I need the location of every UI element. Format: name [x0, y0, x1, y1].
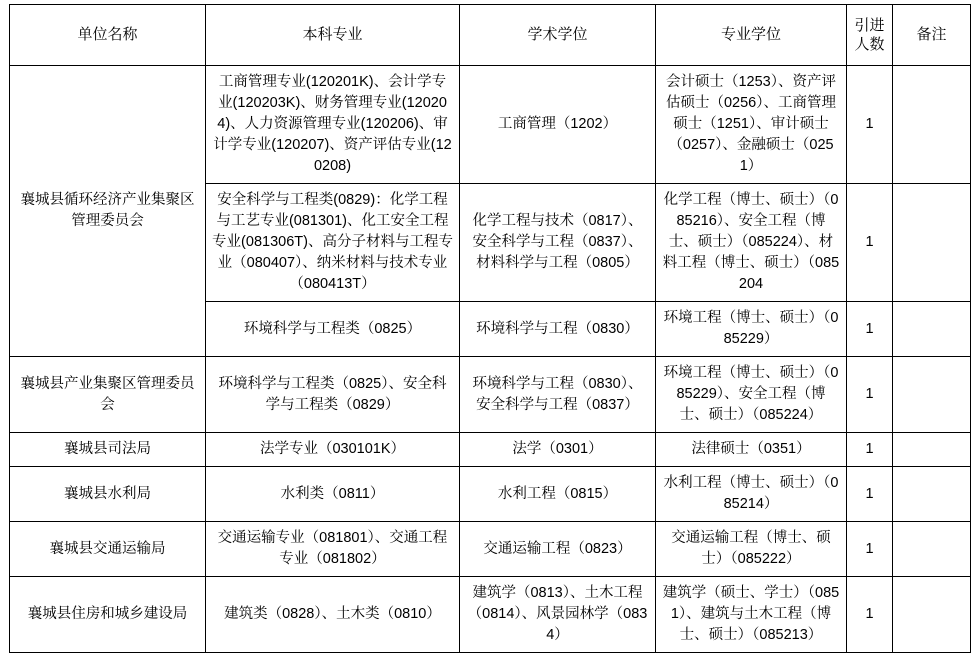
cell-undergraduate-major: 环境科学与工程类（0825）、安全科学与工程类（0829） [206, 357, 460, 433]
recruitment-table [9, 4, 971, 653]
column-header-academic-degree: 学术学位 [460, 5, 656, 66]
column-header-recruit-count-line2: 人数 [854, 36, 885, 53]
table-body [10, 66, 971, 653]
cell-professional-degree: 化学工程（博士、硕士）（085216）、安全工程（博士、硕士）（085224）、材料工程（博士、硕士）（085204 [656, 184, 847, 302]
cell-unit-name: 襄城县循环经济产业集聚区管理委员会 [10, 66, 206, 357]
cell-undergraduate-major: 安全科学与工程类(0829)：化学工程与工艺专业(081301)、化工安全工程专业(081306T)、高分子材料与工程专业（080407）、纳米材料与技术专业（080413T） [206, 184, 460, 302]
table-row [10, 66, 971, 184]
cell-academic-degree: 化学工程与技术（0817）、安全科学与工程（0837）、材料科学与工程（0805） [460, 184, 656, 302]
column-header-recruit-count-line1: 引进 [854, 16, 885, 34]
cell-remark [893, 357, 971, 433]
table-header-row [10, 5, 971, 66]
cell-recruit-count: 1 [847, 433, 893, 467]
cell-academic-degree: 水利工程（0815） [460, 467, 656, 522]
cell-academic-degree: 交通运输工程（0823） [460, 522, 656, 577]
cell-professional-degree: 法律硕士（0351） [656, 433, 847, 467]
cell-remark [893, 522, 971, 577]
cell-unit-name: 襄城县住房和城乡建设局 [10, 577, 206, 653]
cell-professional-degree: 环境工程（博士、硕士）（085229） [656, 302, 847, 357]
cell-remark [893, 302, 971, 357]
cell-professional-degree: 交通运输工程（博士、硕士）（085222） [656, 522, 847, 577]
cell-academic-degree: 环境科学与工程（0830） [460, 302, 656, 357]
cell-unit-name: 襄城县产业集聚区管理委员会 [10, 357, 206, 433]
cell-remark [893, 577, 971, 653]
cell-professional-degree: 建筑学（硕士、学士）（0851）、建筑与土木工程（博士、硕士）（085213） [656, 577, 847, 653]
cell-undergraduate-major: 环境科学与工程类（0825） [206, 302, 460, 357]
cell-academic-degree: 建筑学（0813）、土木工程（0814）、风景园林学（0834） [460, 577, 656, 653]
cell-unit-name: 襄城县水利局 [10, 467, 206, 522]
cell-remark [893, 467, 971, 522]
document-page [0, 4, 979, 667]
cell-academic-degree: 法学（0301） [460, 433, 656, 467]
cell-remark [893, 433, 971, 467]
table-row [10, 433, 971, 467]
cell-recruit-count: 1 [847, 577, 893, 653]
cell-remark [893, 66, 971, 184]
cell-remark [893, 184, 971, 302]
column-header-remark: 备注 [893, 5, 971, 66]
cell-professional-degree: 水利工程（博士、硕士）（085214） [656, 467, 847, 522]
cell-undergraduate-major: 工商管理专业(120201K)、会计学专业(120203K)、财务管理专业(120204)、人力资源管理专业(120206)、审计学专业(120207)、资产评估专业(120208) [206, 66, 460, 184]
table-row [10, 577, 971, 653]
column-header-recruit-count [847, 5, 893, 66]
table-header [10, 5, 971, 66]
cell-recruit-count: 1 [847, 302, 893, 357]
table-row [10, 357, 971, 433]
column-header-professional-degree: 专业学位 [656, 5, 847, 66]
table-row [10, 522, 971, 577]
cell-recruit-count: 1 [847, 184, 893, 302]
cell-recruit-count: 1 [847, 522, 893, 577]
cell-academic-degree: 工商管理（1202） [460, 66, 656, 184]
table-row [10, 467, 971, 522]
cell-undergraduate-major: 水利类（0811） [206, 467, 460, 522]
cell-unit-name: 襄城县交通运输局 [10, 522, 206, 577]
cell-academic-degree: 环境科学与工程（0830）、安全科学与工程（0837） [460, 357, 656, 433]
cell-undergraduate-major: 建筑类（0828）、土木类（0810） [206, 577, 460, 653]
cell-recruit-count: 1 [847, 467, 893, 522]
cell-undergraduate-major: 交通运输专业（081801）、交通工程专业（081802） [206, 522, 460, 577]
cell-undergraduate-major: 法学专业（030101K） [206, 433, 460, 467]
column-header-undergraduate-major: 本科专业 [206, 5, 460, 66]
cell-unit-name: 襄城县司法局 [10, 433, 206, 467]
column-header-unit: 单位名称 [10, 5, 206, 66]
cell-professional-degree: 环境工程（博士、硕士）（085229）、安全工程（博士、硕士）（085224） [656, 357, 847, 433]
cell-recruit-count: 1 [847, 357, 893, 433]
cell-recruit-count: 1 [847, 66, 893, 184]
cell-professional-degree: 会计硕士（1253）、资产评估硕士（0256）、工商管理硕士（1251）、审计硕士（0257）、金融硕士（0251） [656, 66, 847, 184]
